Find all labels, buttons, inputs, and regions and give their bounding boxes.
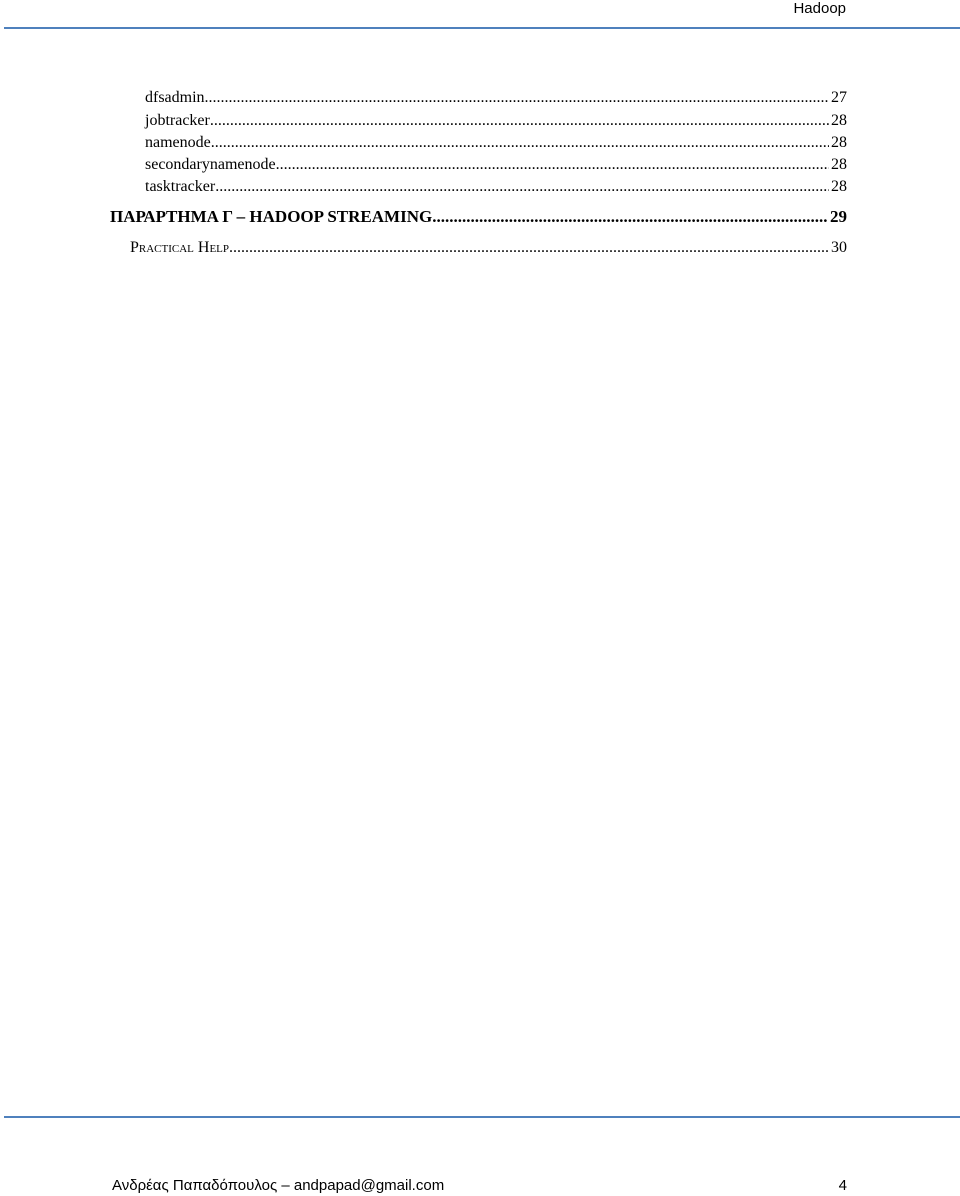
toc-entry-page: 28 (831, 156, 847, 173)
toc-entry-page: 27 (831, 89, 847, 106)
toc-leader (205, 89, 829, 107)
toc-leader (215, 178, 829, 196)
toc-leader (211, 134, 829, 152)
toc-entry-appendix-c[interactable] (110, 207, 847, 227)
toc-entry-practical-help[interactable] (110, 239, 847, 257)
toc-leader (432, 207, 828, 227)
toc-entry-label: secondarynamenode (145, 156, 276, 173)
toc-entry-page: 28 (831, 178, 847, 195)
toc-entry-label: namenode (145, 134, 211, 151)
footer-rule (4, 1116, 960, 1118)
toc-entry-tasktracker[interactable] (110, 178, 847, 196)
toc-entry-jobtracker[interactable] (110, 112, 847, 130)
toc-entry-label: dfsadmin (145, 89, 205, 106)
toc-leader (210, 112, 829, 130)
footer-page-number: 4 (838, 1177, 847, 1194)
toc-entry-page: 30 (831, 239, 847, 256)
footer-author-line: Ανδρέας Παπαδόπουλος – andpapad@gmail.com (112, 1177, 445, 1194)
toc-entry-secondarynamenode[interactable] (110, 156, 847, 174)
toc-entry-label: ΠΑΡΑΡΤΗΜΑ Γ – HADOOP STREAMING (110, 207, 433, 226)
toc-entry-page: 28 (831, 134, 847, 151)
toc-entry-label: jobtracker (145, 112, 210, 129)
toc-entry-page: 29 (830, 207, 847, 226)
toc-entry-namenode[interactable] (110, 134, 847, 152)
running-header-title: Hadoop (793, 0, 846, 17)
header-rule (4, 27, 960, 29)
toc-entry-page: 28 (831, 112, 847, 129)
toc-leader (229, 239, 829, 257)
toc-entry-label: Practical Help (130, 239, 230, 256)
toc-leader (276, 156, 829, 174)
toc-entry-label: tasktracker (145, 178, 216, 195)
toc-entry-dfsadmin[interactable] (110, 89, 847, 107)
